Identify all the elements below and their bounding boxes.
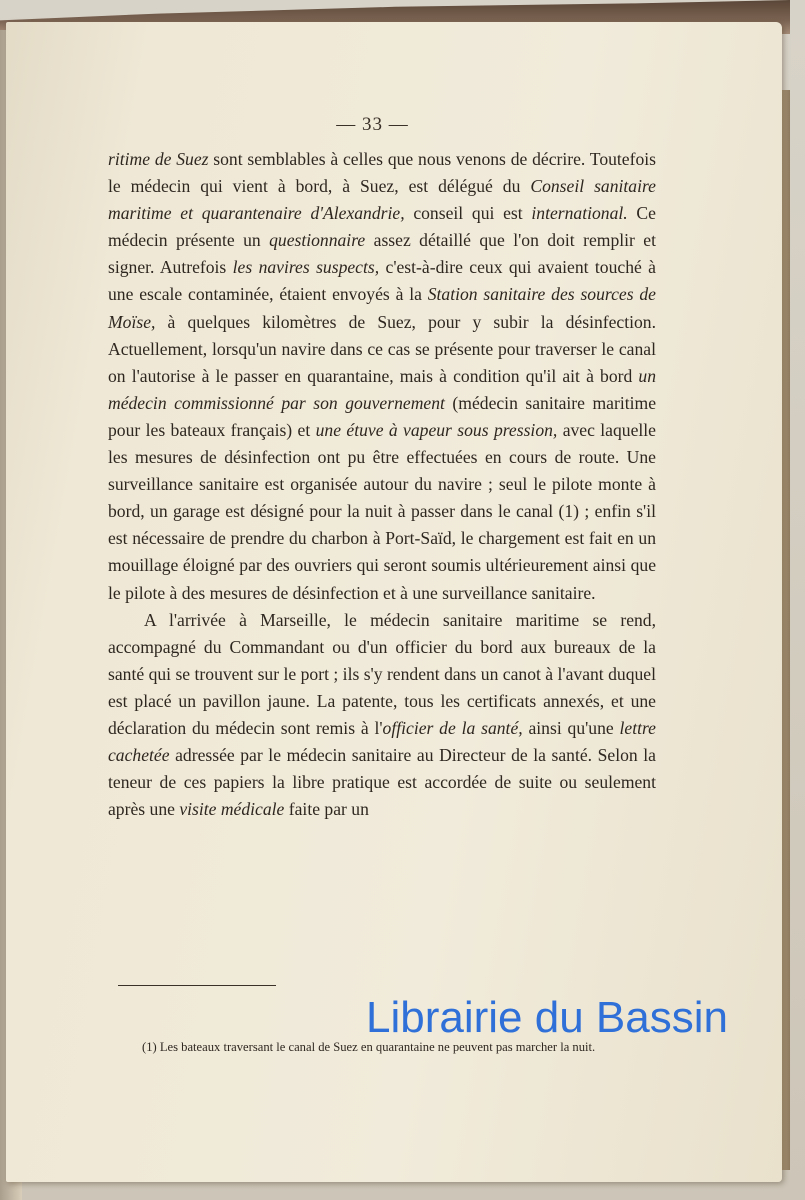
paragraph1-run: assez détaillé que l'on doit remplir et signer. Autrefois bbox=[108, 230, 657, 278]
paragraph1-run: conseil qui est bbox=[404, 203, 532, 224]
paragraph1-run: un médecin commissionné par son gouvernement bbox=[108, 365, 656, 413]
paragraph-2 bbox=[108, 607, 656, 824]
paragraph1-run: sont semblables à celles que nous venons de décrire. Toutefois le médecin qui vient à bord, à Suez, est délégué du bbox=[108, 149, 657, 197]
page-number: — 33 — bbox=[336, 114, 409, 135]
paragraph-1 bbox=[108, 146, 656, 607]
footnote-divider bbox=[118, 985, 276, 986]
paragraph1-run: Ce médecin présente un bbox=[108, 203, 656, 251]
paragraph1-run: avec laquelle les mesures de désinfection ont pu être effectuées en cours de route. Une surveillance sanitaire est organisée autour du navire ; seul le pilote monte à bord, un garage est désigné pour la nuit à passer dans le canal (1) ; enfin s'il est nécessaire de prendre du charbon à Port-Saïd, le chargement est fait en un mouillage éloigné par des ouvriers qui seront soumis ultérieurement ainsi que le pilote à des mesures de désinfection et à une surveillance sanitaire. bbox=[108, 419, 656, 603]
footnote-text: (1) Les bateaux traversant le canal de Suez en quarantaine ne peuvent pas marcher la nuit. bbox=[142, 1040, 596, 1054]
paragraph1-run: les navires suspects, bbox=[232, 257, 380, 278]
paragraph1-run: (médecin sanitaire maritime pour les bateaux français) et bbox=[108, 392, 657, 440]
paragraph1-run: Conseil sanitaire maritime et quarantenaire d'Alexandrie, bbox=[108, 176, 656, 224]
paragraph1-run: ritime de Suez bbox=[108, 149, 209, 169]
paragraph1-run: une étuve à vapeur sous pression, bbox=[315, 419, 558, 440]
watermark-librairie: Librairie du Bassin bbox=[366, 993, 728, 1042]
paragraph2-run: A l'arrivée à Marseille, le médecin sanitaire maritime se rend, accompagné du Commandant ou d'un officier du bord aux bureaux de la santé qui se trouvent sur le port ; ils s'y rendent dans un canot à l'avant duquel est placé un pavillon jaune. La patente, tous les certificats annexés, et une déclaration du médecin sont remis à l' bbox=[108, 609, 656, 738]
paragraph1-run: à quelques kilomètres de Suez, pour y subir la désinfection. Actuellement, lorsqu'un navire dans ce cas se présente pour traverser le canal on l'autorise à le passer en quarantaine, mais à condition qu'il ait à bord bbox=[108, 311, 656, 386]
body-text bbox=[108, 146, 656, 823]
paragraph1-run: c'est-à-dire ceux qui avaient touché à une escale contaminée, étaient envoyés à la bbox=[108, 257, 656, 305]
paragraph1-run: questionnaire bbox=[269, 230, 366, 251]
paragraph2-run: visite médicale bbox=[179, 799, 285, 820]
paragraph2-run: faite par un bbox=[284, 799, 369, 820]
paragraph1-run: Station sanitaire des sources de Moïse, bbox=[108, 284, 656, 332]
paragraph2-run: adressée par le médecin sanitaire au Directeur de la santé. Selon la teneur de ces papiers la libre pratique est accordée de suite ou seulement après une bbox=[108, 745, 656, 820]
paragraph2-run: ainsi qu'une bbox=[522, 717, 620, 738]
paragraph2-run: officier de la santé, bbox=[382, 717, 523, 738]
paragraph2-run: lettre cachetée bbox=[108, 717, 656, 766]
paragraph1-run: international. bbox=[531, 203, 628, 224]
